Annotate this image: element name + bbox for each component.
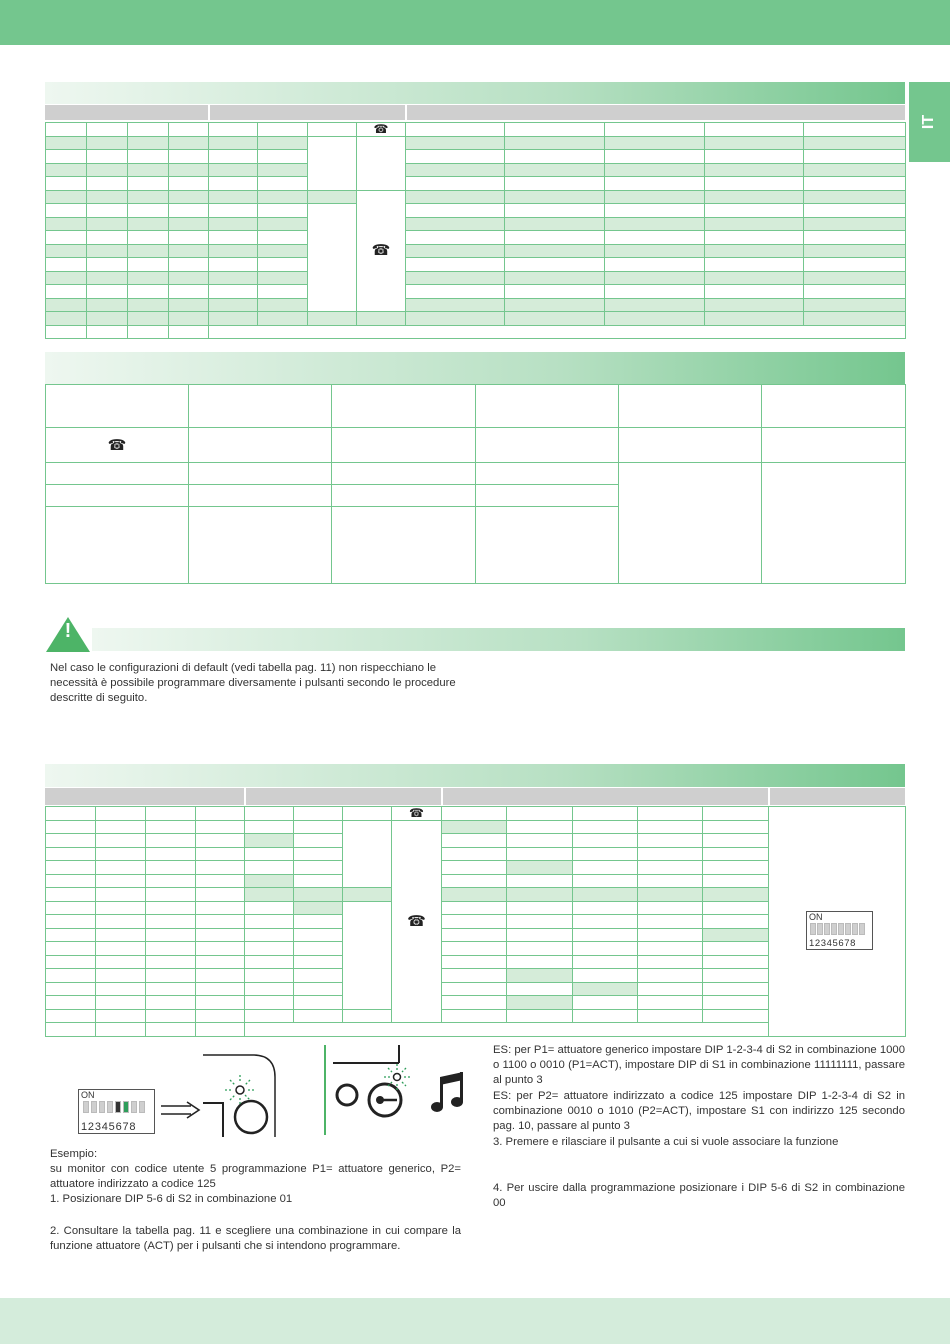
dip-switch-table (806, 911, 873, 950)
music-note-icon (431, 1072, 463, 1112)
table1-row (46, 217, 906, 231)
language-tab[interactable] (909, 82, 950, 162)
phone-handset-icon: ☎ (407, 912, 426, 930)
dip-numbers: 12345678 (81, 1121, 137, 1133)
bottom-banner (0, 1298, 950, 1344)
example-p1: ES: per P1= attuatore generico impostare DIP 1-2-3-4 di S2 in combinazione 1000 o 1100 o 0010 (P1=ACT), impostare DIP di S1 in combinazione 11111111, passare al punto 3 (493, 1044, 905, 1086)
door-key-icon (376, 1096, 397, 1104)
top-banner (0, 0, 950, 45)
step-1: 1. Posizionare DIP 5-6 di S2 in combinazione 01 (50, 1193, 293, 1205)
phone-handset-icon: ☎ (373, 122, 389, 137)
table2-title-bar (45, 352, 905, 384)
phone-handset-icon: ☎ (409, 806, 424, 821)
illustration-divider (324, 1045, 326, 1135)
dip-switch-example (78, 1089, 155, 1134)
table1-row (46, 325, 906, 339)
table1-row (46, 163, 906, 177)
example-p2: ES: per P2= attuatore indirizzato a codice 125 impostare DIP 1-2-3-4 di S2 in combinazione 0010 o 1010 (P2=ACT), impostare S1 con indirizzo 125 secondo pag. 10, passare al punto 3 (493, 1090, 905, 1132)
esempio-title: Esempio: (50, 1148, 98, 1160)
step-4: 4. Per uscire dalla programmazione posizionare i DIP 5-6 di S2 in combinazione 00 (493, 1182, 905, 1209)
table3-header-row (45, 788, 905, 805)
dip-numbers: 12345678 (809, 938, 857, 949)
table1-row (46, 271, 906, 285)
table1-row (46, 285, 906, 299)
table1-row (46, 244, 906, 258)
table1-grid (45, 122, 906, 339)
table1-row (46, 231, 906, 245)
phone-handset-icon: ☎ (371, 242, 391, 260)
table3-row (46, 807, 906, 821)
table1-row (46, 136, 906, 150)
dip-on-label: ON (809, 912, 823, 922)
door-key-button-illustration (333, 1045, 473, 1120)
table1-row (46, 312, 906, 326)
table1-row (46, 298, 906, 312)
warning-paragraph: Nel caso le configurazioni di default (vedi tabella pag. 11) non rispecchiano le necessità è possibile programmare diversamente i pulsanti secondo le procedure descritte di seguito. (50, 662, 456, 704)
double-arrow-icon (161, 1100, 203, 1120)
language-tab-label: IT (920, 114, 938, 130)
table1-row (46, 150, 906, 164)
table1-row (46, 123, 906, 137)
table2-grid (45, 384, 906, 584)
step-3: 3. Premere e rilasciare il pulsante a cui si vuole associare la funzione (493, 1136, 839, 1148)
monitor-button-illustration (203, 1053, 283, 1137)
phone-handset-icon: ☎ (107, 436, 127, 454)
esempio-text: su monitor con codice utente 5 programmazione P1= attuatore generico, P2= attuatore indirizzato a codice 125 (50, 1163, 461, 1190)
table1-header-row (45, 105, 905, 120)
table3-grid (45, 806, 906, 1037)
table1-row (46, 258, 906, 272)
step-2: 2. Consultare la tabella pag. 11 e scegliere una combinazione in cui compare la funzione attuatore (ACT) per i pulsanti che si intendono programmare. (50, 1225, 461, 1252)
table1-row (46, 190, 906, 204)
table1-row (46, 177, 906, 191)
warning-title-bar (92, 628, 905, 651)
table3-title-bar (45, 764, 905, 787)
table1-row (46, 204, 906, 218)
table1-title-bar (45, 82, 905, 104)
dip-on-label: ON (81, 1090, 95, 1100)
